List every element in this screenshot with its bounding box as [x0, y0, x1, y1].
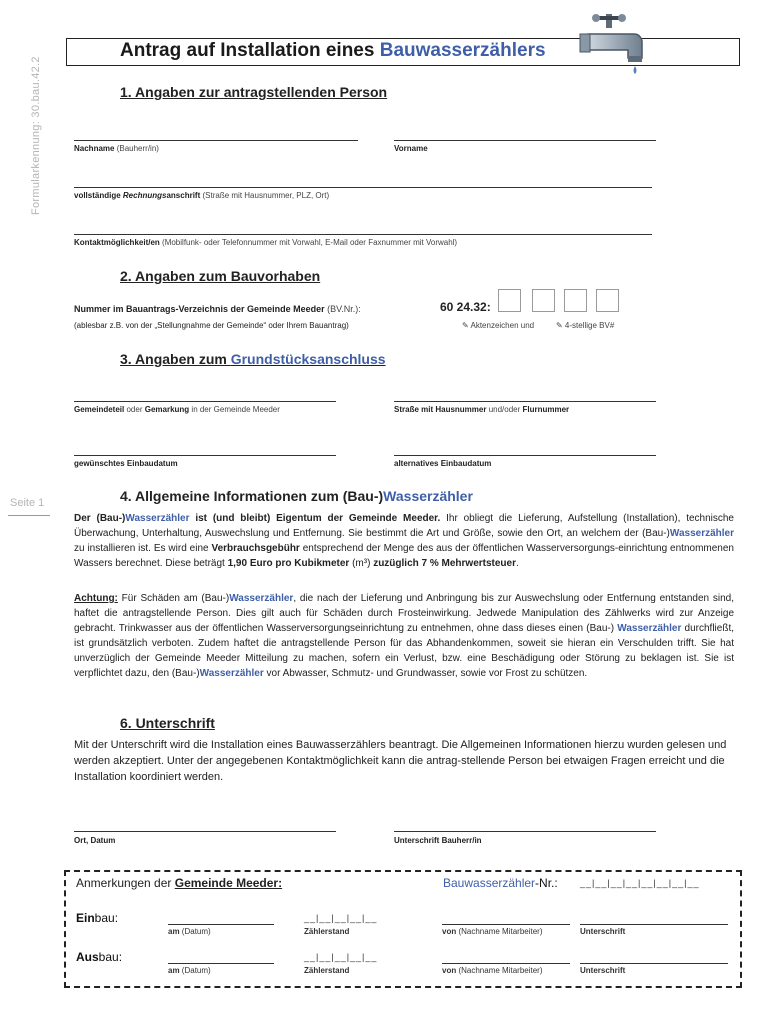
einbau-von-label: von (Nachname Mitarbeiter)	[442, 927, 543, 936]
ausbau-zaehlerstand-label: Zählerstand	[304, 966, 350, 975]
form-code: Formularkennung: 30.bau.42.2	[30, 56, 42, 215]
ausbau-unterschrift-field[interactable]	[580, 963, 728, 964]
water-tap-icon	[578, 12, 652, 82]
bv-hint: ✎ 4-stellige BV#	[556, 321, 615, 330]
alternativ-datum-field[interactable]	[394, 455, 656, 456]
bv-digit-box-4[interactable]	[596, 289, 619, 312]
einbau-unterschrift-field[interactable]	[580, 924, 728, 925]
zaehler-nr-label: Bauwasserzähler-Nr.:	[443, 876, 558, 890]
rechnungsanschrift-label: vollständige Rechnungsanschrift (Straße mit Hausnummer, PLZ, Ort)	[74, 191, 330, 200]
einbau-datum-label: am (Datum)	[168, 927, 211, 936]
bv-prefix: 60 24.32:	[440, 300, 491, 314]
aktenzeichen-hint: ✎ Aktenzeichen und	[462, 321, 535, 330]
einbau-von-field[interactable]	[442, 924, 570, 925]
einbau-label: Einbau:	[76, 911, 119, 925]
strasse-field[interactable]	[394, 401, 656, 402]
vorname-field[interactable]	[394, 140, 656, 141]
einbau-zaehlerstand-input[interactable]: __|__|__|__|__	[304, 913, 378, 923]
ausbau-label: Ausbau:	[76, 950, 123, 964]
title-part2: Bauwasserzählers	[379, 40, 546, 61]
rechnungsanschrift-field[interactable]	[74, 187, 652, 188]
title-part1: Antrag auf Installation eines	[120, 40, 380, 61]
annotations-label: Anmerkungen der Gemeinde Meeder:	[76, 876, 283, 890]
kontakt-field[interactable]	[74, 234, 652, 235]
section4-heading: 4. Allgemeine Informationen zum (Bau-)Wasserzähler	[120, 488, 473, 504]
ort-datum-label: Ort, Datum	[74, 836, 116, 845]
info-paragraph-1: Der (Bau-)Wasserzähler ist (und bleibt) Eigentum der Gemeinde Meeder. Ihr obliegt die Lieferung, Aufstellung (Installation), technische Überwachung, Unterhaltung, Auswechslung und Entfernung. Sie bestimmt die Art und Größe, sowie den Ort, an welchem der (Bau-)Wasserzähler zu installieren ist. Es wird eine Verbrauchsgebühr entsprechend der Menge des aus der öffentlichen Wasserversorgungs-einrichtung entnommenen Wassers berechnet. Diese beträgt 1,90 Euro pro Kubikmeter (m³) zuzüglich 7 % Mehrwertsteuer.	[74, 513, 734, 569]
ausbau-von-field[interactable]	[442, 963, 570, 964]
bv-digit-box-3[interactable]	[564, 289, 587, 312]
unterschrift-field[interactable]	[394, 831, 656, 832]
section6-heading: 6. Unterschrift	[120, 715, 215, 731]
zaehler-nr-input[interactable]: __|__|__|__|__|__|__|__	[580, 878, 700, 888]
page-title	[120, 40, 546, 62]
bv-digit-box-2[interactable]	[532, 289, 555, 312]
section3-heading: 3. Angaben zum Grundstücksanschluss	[120, 351, 386, 367]
gemeindeteil-label: Gemeindeteil oder Gemarkung in der Gemeinde Meeder	[74, 405, 280, 414]
kontakt-label: Kontaktmöglichkeit/en (Mobilfunk- oder Telefonnummer mit Vorwahl, E-Mail oder Faxnummer mit Vorwahl)	[74, 238, 458, 247]
nachname-field[interactable]	[74, 140, 358, 141]
unterschrift-label: Unterschrift Bauherr/in	[394, 836, 482, 845]
ausbau-datum-label: am (Datum)	[168, 966, 211, 975]
alternativ-datum-label: alternatives Einbaudatum	[394, 459, 492, 468]
einbaudatum-label: gewünschtes Einbaudatum	[74, 459, 178, 468]
ausbau-zaehlerstand-input[interactable]: __|__|__|__|__	[304, 952, 378, 962]
ort-datum-field[interactable]	[74, 831, 336, 832]
einbau-zaehlerstand-label: Zählerstand	[304, 927, 350, 936]
info-paragraph-2: Achtung: Für Schäden am (Bau-)Wasserzähler, die nach der Lieferung und Anbringung bis zur Auswechslung oder Entfernung entstanden sind, haftet die antragstellende Person. Dies gilt auch für Schäden durch Frosteinwirkung. Jedwede Manipulation des Zählwerks wird zur Anzeige gebracht. Trinkwasser aus der öffentlichen Wasserversorgungseinrichtung zu entnehmen, ohne dass dieses einen (Bau-) Wasserzähler durchfließt, ist grundsätzlich verboten. Zudem haftet die antragstellende Person für das Abhandenkommen, soweit sie hieran ein Verschulden trifft. Sie hat unverzüglich der Gemeinde Meeder Mitteilung zu machen, sofern ein Verlust, bzw. eine Beschädigung oder Störung zu beklagen ist. Sie ist verpflichtet dazu, den (Bau-)Wasserzähler vor Abwasser, Schmutz- und Grundwasser, sowie vor Frost zu schützen.	[74, 593, 735, 679]
ausbau-datum-field[interactable]	[168, 963, 274, 964]
ausbau-von-label: von (Nachname Mitarbeiter)	[442, 966, 543, 975]
strasse-label: Straße mit Hausnummer und/oder Flurnummer	[394, 405, 570, 414]
section1-heading: 1. Angaben zur antragstellenden Person	[120, 84, 388, 100]
page-number: Seite 1	[10, 497, 45, 509]
nachname-label: Nachname (Bauherr/in)	[74, 144, 159, 153]
section2-heading: 2. Angaben zum Bauvorhaben	[120, 268, 321, 284]
einbaudatum-field[interactable]	[74, 455, 336, 456]
vorname-label: Vorname	[394, 144, 428, 153]
bv-nummer-hint: (ablesbar z.B. von der „Stellungnahme der Gemeinde“ oder Ihrem Bauantrag)	[74, 321, 349, 330]
bv-nummer-label: Nummer im Bauantrags-Verzeichnis der Gemeinde Meeder (BV.Nr.):	[74, 304, 361, 314]
ausbau-unterschrift-label: Unterschrift	[580, 966, 626, 975]
page-number-divider	[8, 515, 50, 516]
signature-text: Mit der Unterschrift wird die Installation eines Bauwasserzählers beantragt. Die Allgemeinen Informationen hierzu wurden gelesen und werden akzeptiert. Unter der angegebenen Kontaktmöglichkeit kann die antrag-stellende Person bei etwaigen Fragen erreicht und die Installation koordiniert werden.	[74, 739, 727, 783]
bv-digit-box-1[interactable]	[498, 289, 521, 312]
einbau-unterschrift-label: Unterschrift	[580, 927, 626, 936]
gemeindeteil-field[interactable]	[74, 401, 336, 402]
einbau-datum-field[interactable]	[168, 924, 274, 925]
